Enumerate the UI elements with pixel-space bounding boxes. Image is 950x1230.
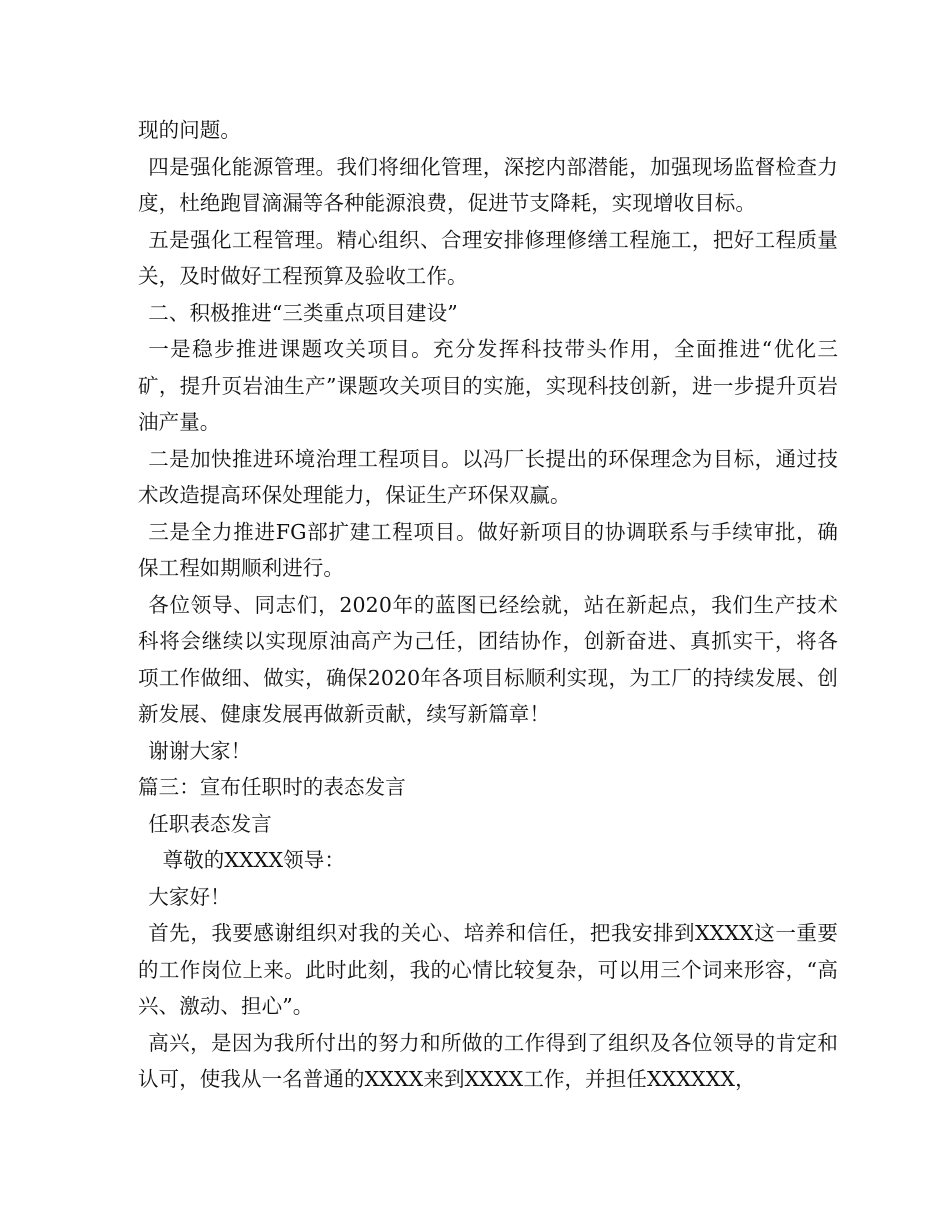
- chapter-title: 篇三：宣布任职时的表态发言: [138, 775, 406, 799]
- greeting: 大家好！: [148, 884, 231, 909]
- paragraph-environment-projects: 二是加快推进环境治理工程项目。以冯厂长提出的环保理念为目标，通过技术改造提高环保处理能力，保证生产环保双赢。: [138, 446, 838, 507]
- paragraph-engineering-management: 五是强化工程管理。精心组织、合理安排修理修缮工程施工，把好工程质量关，及时做好工程预算及验收工作。: [138, 227, 838, 288]
- section-heading-key-projects: 二、积极推进“三类重点项目建设”: [148, 300, 458, 325]
- paragraph-happiness: 高兴，是因为我所付出的努力和所做的工作得到了组织及各位领导的肯定和认可，使我从一名普通的XXXX来到XXXX工作，并担任XXXXXX，: [138, 1030, 838, 1091]
- document-body: [138, 112, 838, 1098]
- paragraph-research-projects: 一是稳步推进课题攻关项目。充分发挥科技带头作用，全面推进“优化三矿，提升页岩油生产”课题攻关项目的实施，实现科技创新，进一步提升页岩油产量。: [138, 337, 838, 434]
- paragraph-continuation: 现的问题。: [138, 118, 241, 142]
- salutation: 尊敬的XXXX领导：: [162, 848, 345, 872]
- paragraph-energy-management: 四是强化能源管理。我们将细化管理，深挖内部潜能，加强现场监督检查力度，杜绝跑冒滴漏等各种能源浪费，促进节支降耗，实现增收目标。: [138, 154, 838, 215]
- paragraph-gratitude: 首先，我要感谢组织对我的关心、培养和信任，把我安排到XXXX这一重要的工作岗位上来。此时此刻，我的心情比较复杂，可以用三个词来形容，“高兴、激动、担心”。: [138, 921, 838, 1018]
- paragraph-expansion-project: 三是全力推进FG部扩建工程项目。做好新项目的协调联系与手续审批，确保工程如期顺利进行。: [138, 519, 838, 580]
- paragraph-thanks: 谢谢大家！: [148, 738, 252, 763]
- paragraph-closing-remarks: 各位领导、同志们，2020年的蓝图已经绘就，站在新起点，我们生产技术科将会继续以实现原油高产为己任，团结协作，创新奋进、真抓实干，将各项工作做细、做实，确保2020年各项目标顺利实现，为工厂的持续发展、创新发展、健康发展再做新贡献，续写新篇章！: [138, 592, 838, 726]
- speech-title: 任职表态发言: [148, 811, 272, 836]
